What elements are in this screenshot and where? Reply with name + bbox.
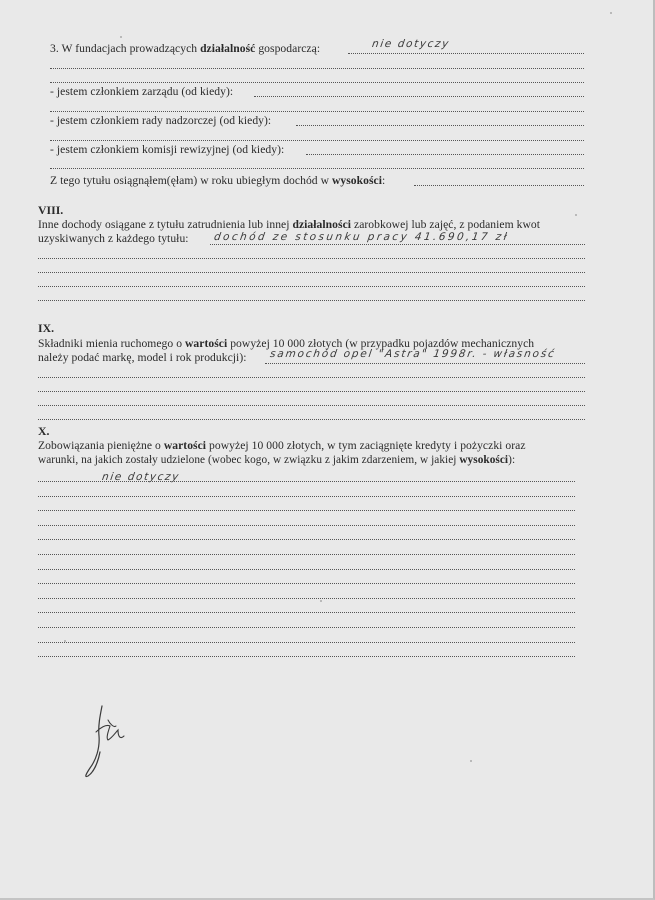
dotted-line: [38, 539, 575, 540]
dotted-line: [50, 140, 584, 141]
section-10-line2: warunki, na jakich zostały udzielone (wobec kogo, w związku z jakim zdarzeniem, w jakiej wysokości):: [38, 454, 516, 466]
scan-speck: [575, 214, 577, 216]
dotted-line: [265, 363, 585, 364]
dotted-line: [348, 53, 584, 54]
dotted-line: [38, 419, 585, 420]
dotted-line: [38, 583, 575, 584]
dotted-line: [38, 525, 575, 526]
section-9-line2: należy podać markę, model i rok produkcji):: [38, 351, 247, 364]
section-8-line1: Inne dochody osiągane z tytułu zatrudnienia lub innej działalności zarobkowej lub zajęć, z podaniem kwot: [38, 218, 540, 231]
dotted-line: [50, 168, 584, 169]
section-9-line1: Składniki mienia ruchomego o wartości powyżej 10 000 złotych (w przypadku pojazdów mechanicznych: [38, 337, 535, 350]
dotted-line: [210, 244, 585, 245]
dotted-line: [38, 286, 585, 287]
section-9-heading: IX.: [38, 321, 55, 335]
dotted-line: [38, 481, 575, 482]
dotted-line: [38, 569, 575, 570]
dotted-line: [38, 627, 575, 628]
scan-speck: [610, 12, 612, 14]
dotted-line: [296, 125, 584, 126]
dochod-label: Z tego tytułu osiągnąłem(ęłam) w roku ubiegłym dochód w wysokości:: [50, 174, 386, 187]
dotted-line: [50, 111, 584, 112]
dotted-line: [38, 612, 575, 613]
scan-speck: [470, 760, 472, 762]
dotted-line: [50, 68, 584, 69]
dotted-line: [254, 96, 584, 97]
dotted-line: [38, 554, 575, 555]
dotted-line: [306, 154, 584, 155]
scan-speck: [120, 36, 122, 38]
dotted-line: [38, 258, 585, 259]
dotted-line: [50, 82, 584, 83]
handwritten-entry-item3: nie dotyczy: [371, 38, 451, 50]
dotted-line: [38, 510, 575, 511]
scan-speck: [320, 600, 322, 602]
dotted-line: [38, 405, 585, 406]
zarzad-label: - jestem członkiem zarządu (od kiedy):: [50, 85, 234, 98]
dotted-line: [38, 656, 575, 657]
dotted-line: [414, 185, 584, 186]
section-8-heading: VIII.: [38, 203, 64, 217]
dotted-line: [38, 598, 575, 599]
dotted-line: [38, 391, 585, 392]
dotted-line: [38, 642, 575, 643]
handwritten-entry-section9: samochód opel "Astra" 1998r. - własność: [269, 348, 557, 360]
komisja-label: - jestem członkiem komisji rewizyjnej (od kiedy):: [50, 143, 285, 156]
handwritten-entry-section10: nie dotyczy: [101, 471, 181, 483]
dotted-line: [38, 496, 575, 497]
handwritten-entry-section8: dochód ze stosunku pracy 41.690,17 zł: [213, 231, 510, 243]
section-10-line1: Zobowiązania pieniężne o wartości powyżej 10 000 złotych, w tym zaciągnięte kredyty i pożyczki oraz: [38, 439, 526, 452]
section-8-line2: uzyskiwanych z każdego tytułu:: [38, 232, 189, 245]
dotted-line: [38, 300, 585, 301]
dotted-line: [38, 377, 585, 378]
dotted-line: [38, 272, 585, 273]
rada-label: - jestem członkiem rady nadzorczej (od kiedy):: [50, 114, 272, 127]
handwritten-signature-icon: [78, 702, 138, 782]
section-10-heading: X.: [38, 424, 50, 438]
item-3-label: 3. W fundacjach prowadzących działalność gospodarczą:: [50, 42, 321, 55]
